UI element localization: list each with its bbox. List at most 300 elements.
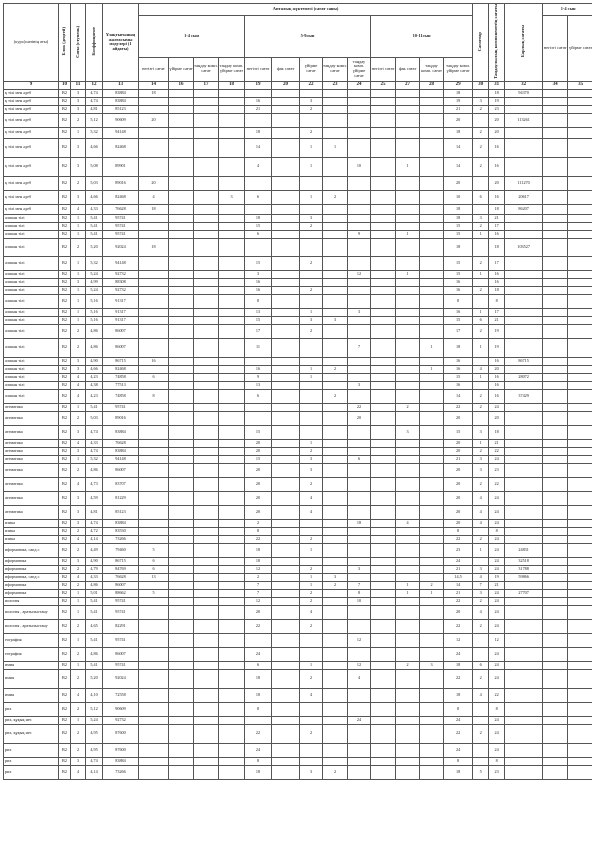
table-cell (272, 589, 300, 597)
table-cell (272, 439, 300, 447)
table-cell: 20 (444, 477, 473, 491)
table-cell (568, 688, 592, 702)
table-row (4, 316, 592, 324)
table-cell (219, 491, 245, 505)
subject-cell: атематика (4, 439, 59, 447)
table-cell (194, 97, 219, 105)
table-cell (139, 716, 169, 724)
table-cell: 17 (444, 324, 473, 338)
table-cell (568, 669, 592, 688)
table-cell: 86207 (505, 204, 543, 214)
table-cell: 5,41 (86, 230, 103, 238)
table-cell: 3 (348, 381, 371, 389)
table-cell (169, 619, 194, 633)
table-cell: 24 (489, 491, 505, 505)
table-cell: 20 (139, 176, 169, 190)
table-cell (272, 716, 300, 724)
table-cell: 92024 (103, 238, 139, 256)
table-cell (272, 597, 300, 605)
table-row (4, 138, 592, 157)
table-cell (568, 222, 592, 230)
table-cell (543, 381, 568, 389)
table-cell (568, 597, 592, 605)
table-cell (543, 89, 568, 97)
table-cell: 19 (444, 97, 473, 105)
table-cell: 1 (71, 256, 86, 270)
subject-cell: алшын тілі (4, 214, 59, 222)
table-cell: 4,86 (86, 324, 103, 338)
table-cell (420, 633, 444, 647)
subject-cell: рих (4, 743, 59, 757)
table-cell (568, 286, 592, 294)
table-cell: B2 (59, 138, 71, 157)
table-cell: 2 (473, 619, 489, 633)
table-cell (169, 270, 194, 278)
table-cell (139, 214, 169, 222)
table-cell (169, 425, 194, 439)
table-cell: 20 (444, 505, 473, 519)
table-cell: 22 (245, 619, 272, 633)
total-header: Сағаттар (473, 4, 489, 82)
table-cell: B2 (59, 519, 71, 527)
table-cell (245, 204, 272, 214)
subject-cell: алшын тілі (4, 270, 59, 278)
table-cell: 15 (444, 270, 473, 278)
table-cell (568, 765, 592, 779)
table-cell: 24 (245, 743, 272, 757)
table-cell (169, 447, 194, 455)
table-cell: 4 (396, 519, 420, 527)
table-cell (473, 757, 489, 765)
table-cell: 24 (444, 716, 473, 724)
table-cell: 1 (396, 230, 420, 238)
table-cell: 1 (71, 633, 86, 647)
table-cell: 10 (348, 597, 371, 605)
table-cell (420, 557, 444, 565)
table-cell (371, 724, 396, 743)
table-cell (169, 661, 194, 669)
table-cell: 2 (71, 565, 86, 573)
subject-cell: алшын тілі (4, 294, 59, 308)
table-cell: 84769 (103, 565, 139, 573)
table-cell (194, 661, 219, 669)
table-cell (420, 491, 444, 505)
table-cell: B2 (59, 757, 71, 765)
table-cell: 20 (489, 365, 505, 373)
table-cell: 3 (473, 214, 489, 222)
table-cell (371, 688, 396, 702)
table-cell (194, 647, 219, 661)
column-number: 27 (396, 81, 420, 89)
table-cell: 15 (444, 316, 473, 324)
table-cell (543, 669, 568, 688)
table-cell (396, 743, 420, 757)
table-cell: 16 (245, 278, 272, 286)
table-cell (272, 491, 300, 505)
table-cell: 3 (300, 316, 323, 324)
table-cell: 86715 (103, 357, 139, 365)
table-cell (505, 519, 543, 527)
table-cell (139, 439, 169, 447)
subject-cell: алшын тілі (4, 381, 59, 389)
table-cell (396, 447, 420, 455)
table-cell: B2 (59, 605, 71, 619)
table-cell (420, 411, 444, 425)
table-cell: 4,72 (86, 527, 103, 535)
table-cell (245, 357, 272, 365)
table-cell: B2 (59, 543, 71, 557)
table-cell: 24 (444, 647, 473, 661)
table-cell (371, 222, 396, 230)
table-cell: B2 (59, 270, 71, 278)
table-cell (194, 278, 219, 286)
table-cell: 3 (473, 565, 489, 573)
table-cell (272, 238, 300, 256)
table-cell (323, 716, 348, 724)
table-cell (323, 724, 348, 743)
table-cell (219, 138, 245, 157)
table-cell (396, 105, 420, 113)
table-cell: B2 (59, 381, 71, 389)
column-number: 14 (139, 81, 169, 89)
table-cell: 23 (489, 463, 505, 477)
table-cell: 4,14 (86, 765, 103, 779)
table-cell: 24 (489, 403, 505, 411)
table-cell (139, 230, 169, 238)
table-cell (323, 157, 348, 176)
table-cell: 18 (444, 89, 473, 97)
table-cell (371, 138, 396, 157)
table-cell (169, 381, 194, 389)
table-cell (420, 688, 444, 702)
table-cell (396, 543, 420, 557)
table-cell (396, 238, 420, 256)
table-cell (348, 97, 371, 105)
table-cell: 20 (245, 491, 272, 505)
column-number: 22 (300, 81, 323, 89)
table-cell: 2 (300, 477, 323, 491)
table-cell (473, 647, 489, 661)
table-row (4, 286, 592, 294)
table-cell: 1 (300, 581, 323, 589)
table-cell (219, 270, 245, 278)
table-cell (348, 491, 371, 505)
table-cell (272, 565, 300, 573)
table-cell (194, 214, 219, 222)
table-cell: 2 (300, 324, 323, 338)
column-number: 10 (59, 81, 71, 89)
table-cell: 18 (245, 688, 272, 702)
table-cell (219, 605, 245, 619)
table-cell: 16 (444, 357, 473, 365)
table-cell (169, 190, 194, 204)
table-cell: 16 (489, 357, 505, 365)
staff-load-table-page (3, 3, 592, 780)
table-cell: 2 (71, 324, 86, 338)
table-cell (543, 619, 568, 633)
table-cell (505, 605, 543, 619)
table-cell (505, 270, 543, 278)
table-cell: B2 (59, 294, 71, 308)
table-cell (543, 543, 568, 557)
table-cell (505, 105, 543, 113)
table-cell (371, 669, 396, 688)
table-cell: 5,12 (86, 702, 103, 716)
table-cell (219, 176, 245, 190)
table-cell: 4,66 (86, 365, 103, 373)
subject-cell: алшын тілі (4, 222, 59, 230)
table-cell (396, 127, 420, 138)
table-cell: 6 (139, 373, 169, 381)
table-cell (543, 702, 568, 716)
table-cell: 23 (489, 105, 505, 113)
table-cell (543, 597, 568, 605)
table-cell: 1 (473, 230, 489, 238)
table-cell (194, 743, 219, 757)
table-cell: 1 (396, 589, 420, 597)
table-cell (169, 89, 194, 97)
table-cell (300, 389, 323, 403)
table-cell (219, 597, 245, 605)
table-cell (139, 105, 169, 113)
table-row (4, 294, 592, 308)
table-cell (169, 113, 194, 127)
table-cell (568, 190, 592, 204)
table-cell: 24 (489, 455, 505, 463)
table-cell: 1 (71, 403, 86, 411)
table-cell: 3 (71, 105, 86, 113)
table-cell (323, 633, 348, 647)
table-cell: 18 (348, 519, 371, 527)
table-cell: 28072 (505, 373, 543, 381)
table-cell (194, 308, 219, 316)
table-cell: 2 (300, 565, 323, 573)
table-cell (371, 463, 396, 477)
table-cell (396, 316, 420, 324)
table-cell: 4,33 (86, 204, 103, 214)
table-cell (505, 743, 543, 757)
table-cell: 11 (245, 338, 272, 357)
table-cell: 18 (489, 286, 505, 294)
table-cell (420, 176, 444, 190)
table-cell (348, 573, 371, 581)
table-cell (139, 381, 169, 389)
table-cell (396, 365, 420, 373)
table-cell: 91317 (103, 294, 139, 308)
table-cell: B2 (59, 743, 71, 757)
table-cell (323, 439, 348, 447)
table-cell: 19 (489, 97, 505, 105)
table-cell (169, 105, 194, 113)
table-cell (323, 519, 348, 527)
subject-cell: алшын тілі (4, 365, 59, 373)
table-cell (505, 214, 543, 222)
table-cell (245, 716, 272, 724)
table-cell: 18 (245, 543, 272, 557)
table-cell (505, 316, 543, 324)
table-cell (396, 204, 420, 214)
table-cell: 2 (300, 105, 323, 113)
table-cell: 4,86 (86, 338, 103, 357)
table-cell (568, 573, 592, 581)
table-cell (543, 425, 568, 439)
table-cell (169, 573, 194, 581)
table-cell: 3 (71, 505, 86, 519)
table-cell (568, 411, 592, 425)
table-cell: 1 (71, 716, 86, 724)
subject-cell: имия (4, 688, 59, 702)
sub-nezigi-2: негізгі сағат (245, 57, 272, 81)
table-cell (396, 505, 420, 519)
table-cell: 4,81 (86, 105, 103, 113)
table-cell: 73266 (103, 765, 139, 779)
table-cell (505, 439, 543, 447)
table-cell: 4,38 (86, 381, 103, 389)
table-cell: 20 (139, 113, 169, 127)
table-cell (543, 757, 568, 765)
table-cell (371, 647, 396, 661)
table-cell: 4 (300, 505, 323, 519)
table-cell (420, 286, 444, 294)
table-cell: 8 (245, 702, 272, 716)
table-cell (371, 619, 396, 633)
table-row (4, 222, 592, 230)
subject-cell: рих (4, 757, 59, 765)
table-cell (420, 505, 444, 519)
table-cell: 95741 (103, 230, 139, 238)
hours-per-week-header: Апталық жүктемесі (сағат саны) (139, 4, 473, 16)
table-cell: 23 (489, 765, 505, 779)
table-cell (169, 581, 194, 589)
column-number: 12 (86, 81, 103, 89)
table-cell (396, 381, 420, 389)
table-row (4, 324, 592, 338)
table-cell (139, 661, 169, 669)
table-cell (219, 127, 245, 138)
table-cell (323, 238, 348, 256)
table-cell: B2 (59, 89, 71, 97)
table-cell: 4 (473, 688, 489, 702)
table-cell (219, 573, 245, 581)
table-cell: 14 (444, 581, 473, 589)
table-cell: 24 (489, 535, 505, 543)
table-cell: 89901 (103, 157, 139, 176)
table-row (4, 278, 592, 286)
table-cell (169, 403, 194, 411)
table-cell: 5,41 (86, 661, 103, 669)
subject-cell: қ тілі мен әдеб (4, 97, 59, 105)
column-number: 13 (103, 81, 139, 89)
table-cell: 24831 (505, 543, 543, 557)
subject-cell: иформатика (4, 565, 59, 573)
table-cell (420, 403, 444, 411)
table-cell (219, 214, 245, 222)
table-cell (323, 425, 348, 439)
table-cell (323, 113, 348, 127)
table-cell: 2 (473, 389, 489, 403)
table-cell: 14 (444, 389, 473, 403)
subject-cell: қ тілі мен әдеб (4, 113, 59, 127)
table-cell (169, 688, 194, 702)
column-number: 25 (371, 81, 396, 89)
table-cell (194, 270, 219, 278)
table-cell (272, 222, 300, 230)
table-cell: 4 (300, 491, 323, 505)
table-cell: 5,12 (86, 113, 103, 127)
table-cell: B2 (59, 411, 71, 425)
table-row (4, 716, 592, 724)
table-cell (219, 316, 245, 324)
table-cell: 83530 (103, 527, 139, 535)
table-cell (543, 565, 568, 573)
table-cell (420, 190, 444, 204)
table-cell (272, 581, 300, 589)
table-cell (169, 633, 194, 647)
table-cell (272, 463, 300, 477)
table-cell: 1 (300, 661, 323, 669)
table-cell: 3 (473, 463, 489, 477)
table-cell (420, 724, 444, 743)
table-cell (323, 176, 348, 190)
table-cell: 19 (489, 573, 505, 581)
table-cell (219, 581, 245, 589)
table-row (4, 605, 592, 619)
table-cell (194, 702, 219, 716)
table-cell (420, 425, 444, 439)
table-cell (371, 535, 396, 543)
table-cell (169, 157, 194, 176)
table-cell (543, 491, 568, 505)
table-cell (568, 581, 592, 589)
table-cell (272, 365, 300, 373)
table-cell: 24 (348, 716, 371, 724)
table-cell (194, 230, 219, 238)
table-cell (420, 463, 444, 477)
table-cell: 22 (444, 597, 473, 605)
table-cell (169, 365, 194, 373)
table-cell (194, 491, 219, 505)
table-cell: B2 (59, 724, 71, 743)
table-cell (194, 519, 219, 527)
table-cell (568, 316, 592, 324)
table-cell (194, 455, 219, 463)
table-cell (568, 89, 592, 97)
table-cell (420, 373, 444, 381)
table-cell: 19 (489, 338, 505, 357)
table-cell: 2 (323, 365, 348, 373)
table-cell: 5 (473, 765, 489, 779)
table-cell (272, 661, 300, 669)
table-cell: 1 (473, 308, 489, 316)
table-cell (323, 278, 348, 286)
table-cell: 3 (71, 89, 86, 97)
table-row (4, 565, 592, 573)
table-cell (300, 743, 323, 757)
table-cell: 1 (71, 222, 86, 230)
table-cell (194, 633, 219, 647)
column-number: 19 (245, 81, 272, 89)
table-cell: 20 (444, 176, 473, 190)
table-cell (272, 138, 300, 157)
table-cell (219, 565, 245, 573)
table-cell (323, 557, 348, 565)
table-cell (420, 519, 444, 527)
table-cell (371, 230, 396, 238)
table-cell (568, 455, 592, 463)
table-cell: 76628 (103, 439, 139, 447)
table-cell: 2 (473, 222, 489, 230)
table-cell (272, 573, 300, 581)
